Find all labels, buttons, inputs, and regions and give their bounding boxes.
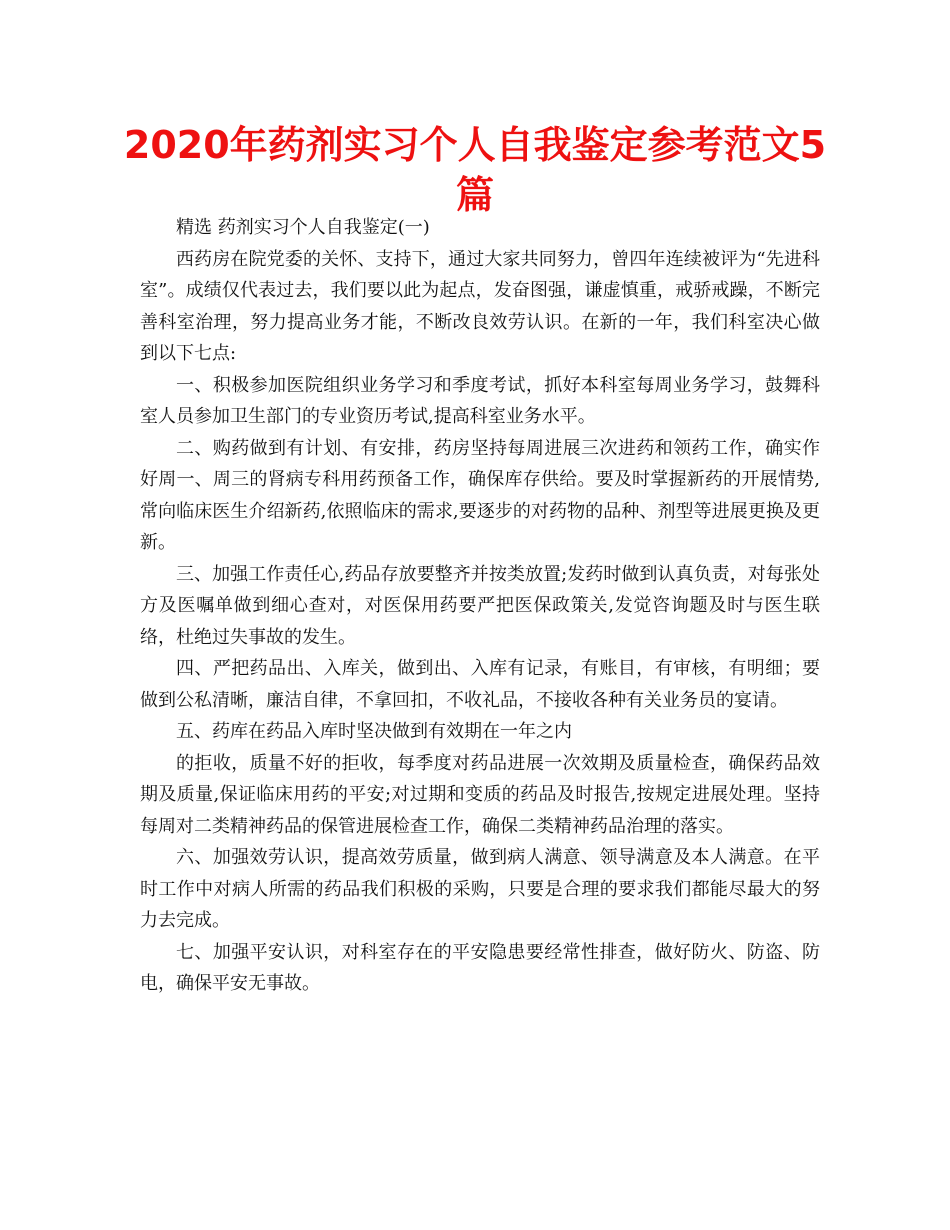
paragraph-item-7: 七、加强平安认识，对科室存在的平安隐患要经常性排查，做好防火、防盗、防电，确保平安无事故。 bbox=[140, 941, 820, 994]
document-title: 2020年药剂实习个人自我鉴定参考范文5篇 bbox=[123, 123, 827, 217]
section-heading: 精选 药剂实习个人自我鉴定(一) bbox=[176, 217, 430, 238]
paragraph-item-3: 三、加强工作责任心,药品存放要整齐并按类放置;发药时做到认真负责，对每张处方及医嘱单做到细心查对，对医保用药要严把医保政策关,发觉咨询题及时与医生联络，杜绝过失事故的发生。 bbox=[140, 563, 820, 648]
paragraph-item-4: 四、严把药品出、入库关，做到出、入库有记录，有账目，有审核，有明细；要做到公私清晰，廉洁自律，不拿回扣，不收礼品，不接收各种有关业务员的宴请。 bbox=[140, 658, 820, 711]
paragraph-item-6: 六、加强效劳认识，提高效劳质量，做到病人满意、领导满意及本人满意。在平时工作中对病人所需的药品我们积极的采购，只要是合理的要求我们都能尽最大的努力去完成。 bbox=[140, 847, 820, 931]
paragraph-item-5: 五、药库在药品入库时坚决做到有效期在一年之内 bbox=[176, 721, 572, 742]
document-body bbox=[140, 212, 820, 1000]
paragraph-intro: 西药房在院党委的关怀、支持下，通过大家共同努力，曾四年连续被评为“先进科室”。成绩仅代表过去，我们要以此为起点，发奋图强，谦虚慎重，戒骄戒躁，不断完善科室治理，努力提高业务才能，不断改良效劳认识。在新的一年，我们科室决心做到以下七点: bbox=[140, 248, 820, 364]
paragraph-item-1: 一、积极参加医院组织业务学习和季度考试，抓好本科室每周业务学习，鼓舞科室人员参加卫生部门的专业资历考试,提高科室业务水平。 bbox=[140, 374, 820, 427]
paragraph-item-2: 二、购药做到有计划、有安排，药房坚持每周进展三次进药和领药工作，确实作好周一、周三的肾病专科用药预备工作，确保库存供给。要及时掌握新药的开展情势,常向临床医生介绍新药,依照临床的需求,要逐步的对药物的品种、剂型等进展更换及更新。 bbox=[140, 437, 820, 553]
paragraph-item-5-continued: 的拒收，质量不好的拒收，每季度对药品进展一次效期及质量检查，确保药品效期及质量,保证临床用药的平安;对过期和变质的药品及时报告,按规定进展处理。坚持每周对二类精神药品的保管进展检查工作，确保二类精神药品治理的落实。 bbox=[140, 752, 820, 837]
